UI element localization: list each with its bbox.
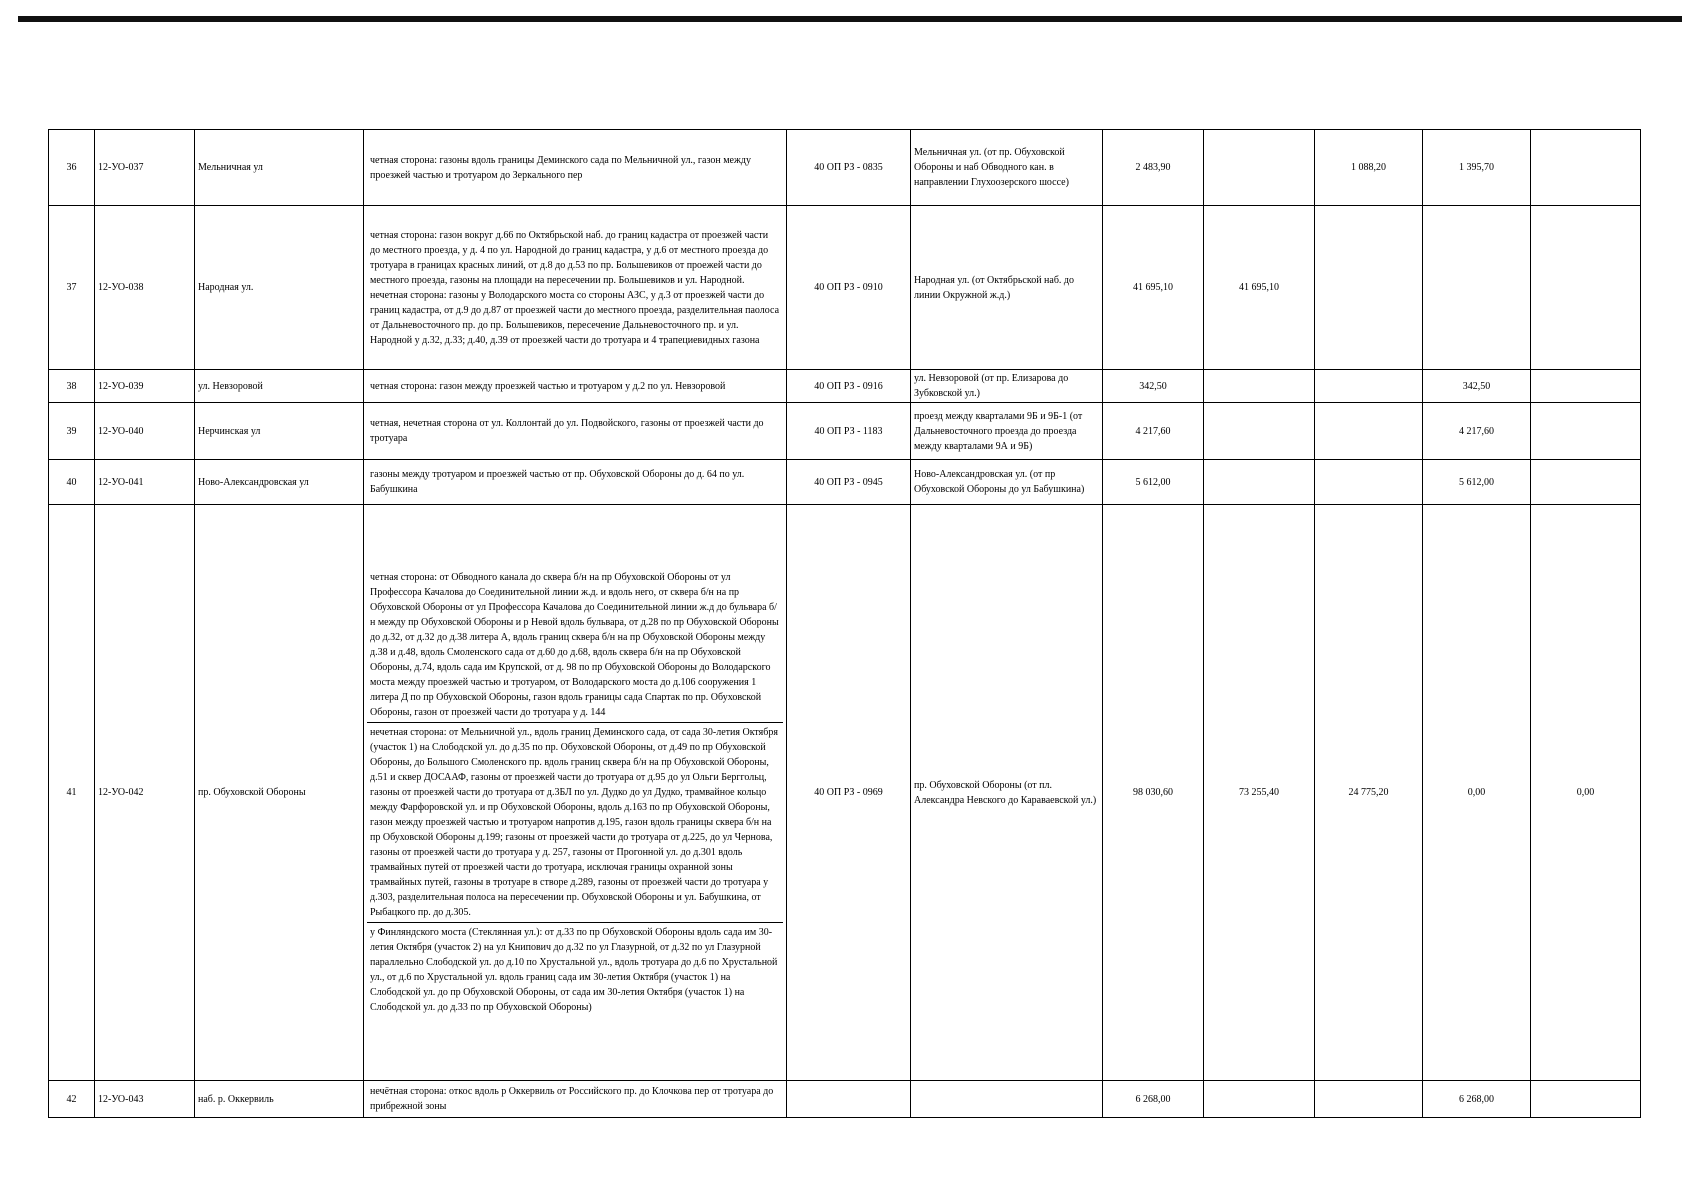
road-registry-code: 40 ОП РЗ - 0910 [787, 206, 911, 370]
road-address: Народная ул. (от Октябрьской наб. до линии Окружной ж.д.) [911, 206, 1103, 370]
road-address: проезд между кварталами 9Б и 9Б-1 (от Дальневосточного проезда до проезда между кварталами 9А и 9Б) [911, 403, 1103, 460]
object-code: 12-УО-038 [95, 206, 195, 370]
row-number: 41 [49, 505, 95, 1081]
description-segment: газоны между тротуаром и проезжей частью от пр. Обуховской Обороны до д. 64 по ул. Бабушкина [370, 469, 745, 495]
description-segment: четная сторона: газон вокруг д.66 по Октябрьской наб. до границ кадастра от проезжей части до местного проезда, у д. 4 по ул. Народной до границ кадастра, у д.6 от местного проезда до тротуара в границах красных линий, от д.8 до д.53 по пр. Большевиков от проежей части до местного проезда, газоны на площади на пересечении пр. Большевиков и ул. Народной. нечетная сторона: газоны у Володарского моста со стороны АЗС, у д.3 от проезжей части до границ кадастра, от д.9 до д.87 от проезжей части до местного проезда, разделительная паолоса от Дальневосточного пр. до пр. Большевиков, пересечение Дальневосточного пр. и ул. Народной у д.32, д.33; д.40, д.39 от проезжей части до тротуара и 4 трапециевидных газона [370, 229, 780, 346]
table-row [49, 403, 1641, 460]
area-column-2: 24 775,20 [1315, 505, 1423, 1081]
road-address: Ново-Александровская ул. (от пр Обуховской Обороны до ул Бабушкина) [911, 460, 1103, 505]
road-address: Мельничная ул. (от пр. Обуховской Обороны и наб Обводного кан. в направлении Глухоозерского шоссе) [911, 130, 1103, 206]
object-code: 12-УО-043 [95, 1081, 195, 1118]
area-column-3: 342,50 [1423, 370, 1531, 403]
row-number: 38 [49, 370, 95, 403]
area-column-1 [1204, 460, 1315, 505]
top-rule [18, 16, 1682, 22]
area-column-4 [1531, 460, 1641, 505]
road-registry-code: 40 ОП РЗ - 0916 [787, 370, 911, 403]
table-row [49, 460, 1641, 505]
area-column-4 [1531, 370, 1641, 403]
table-row [49, 206, 1641, 370]
register-table [48, 129, 1641, 1118]
street-name: Нерчинская ул [195, 403, 364, 460]
area-column-2 [1315, 206, 1423, 370]
area-column-1 [1204, 130, 1315, 206]
area-column-3: 5 612,00 [1423, 460, 1531, 505]
street-name: наб. р. Оккервиль [195, 1081, 364, 1118]
total-area: 41 695,10 [1103, 206, 1204, 370]
object-code: 12-УО-037 [95, 130, 195, 206]
area-column-3: 4 217,60 [1423, 403, 1531, 460]
description-segment: нечётная сторона: откос вдоль р Оккервиль от Российского пр. до Клочкова пер от тротуара до прибрежной зоны [370, 1086, 774, 1112]
description-cell [364, 505, 787, 1081]
object-code: 12-УО-039 [95, 370, 195, 403]
road-address: ул. Невзоровой (от пр. Елизарова до Зубковской ул.) [911, 370, 1103, 403]
area-column-4 [1531, 130, 1641, 206]
table-row [49, 505, 1641, 1081]
row-number: 42 [49, 1081, 95, 1118]
road-registry-code: 40 ОП РЗ - 0945 [787, 460, 911, 505]
area-column-2: 1 088,20 [1315, 130, 1423, 206]
area-column-4 [1531, 1081, 1641, 1118]
area-column-2 [1315, 403, 1423, 460]
road-registry-code [787, 1081, 911, 1118]
description-segment: четная сторона: газоны вдоль границы Деминского сада по Мельничной ул., газон между проезжей частью и тротуаром до Зеркального пер [370, 154, 751, 181]
description-segment: четная сторона: газон между проезжей частью и тротуаром у д.2 по ул. Невзоровой [370, 380, 726, 392]
object-code: 12-УО-041 [95, 460, 195, 505]
description-cell [364, 130, 787, 206]
area-column-3 [1423, 206, 1531, 370]
street-name: Ново-Александровская ул [195, 460, 364, 505]
area-column-4 [1531, 206, 1641, 370]
area-column-1: 73 255,40 [1204, 505, 1315, 1081]
row-number: 36 [49, 130, 95, 206]
table-row [49, 130, 1641, 206]
table-row [49, 370, 1641, 403]
object-code: 12-УО-040 [95, 403, 195, 460]
area-column-1 [1204, 370, 1315, 403]
area-column-1: 41 695,10 [1204, 206, 1315, 370]
area-column-3: 1 395,70 [1423, 130, 1531, 206]
street-name: Мельничная ул [195, 130, 364, 206]
area-column-1 [1204, 1081, 1315, 1118]
description-cell [364, 370, 787, 403]
row-number: 39 [49, 403, 95, 460]
road-address: пр. Обуховской Обороны (от пл. Александра Невского до Караваевской ул.) [911, 505, 1103, 1081]
area-column-4 [1531, 403, 1641, 460]
street-name: ул. Невзоровой [195, 370, 364, 403]
row-number: 40 [49, 460, 95, 505]
object-code: 12-УО-042 [95, 505, 195, 1081]
total-area: 2 483,90 [1103, 130, 1204, 206]
street-name: Народная ул. [195, 206, 364, 370]
description-cell [364, 206, 787, 370]
table-row [49, 1081, 1641, 1118]
street-name: пр. Обуховской Обороны [195, 505, 364, 1081]
description-cell [364, 1081, 787, 1118]
area-column-4: 0,00 [1531, 505, 1641, 1081]
area-column-3: 0,00 [1423, 505, 1531, 1081]
description-cell [364, 403, 787, 460]
total-area: 98 030,60 [1103, 505, 1204, 1081]
road-registry-code: 40 ОП РЗ - 1183 [787, 403, 911, 460]
description-cell [364, 460, 787, 505]
area-column-2 [1315, 460, 1423, 505]
description-segment: у Финляндского моста (Стеклянная ул.): от д.33 по пр Обуховской Обороны вдоль сада им 30-летия Октября (участок 2) на ул Книпович до д.32 по ул Глазурной, от д.32 по ул Глазурной параллельно Слободской ул. до д.10 по Хрустальной ул., вдоль тротуара до д.6 по Хрустальной ул., от д.6 по Хрустальной ул. вдоль границ сада им 30-летия Октября (участок 1) на Слободской ул. до пр Обуховской Обороны, от сада им 30-летия Октября (участок 1) на Слободской ул. до д.33 по пр Обуховской Обороны) [367, 922, 783, 1017]
description-segment: четная, нечетная сторона от ул. Коллонтай до ул. Подвойского, газоны от проезжей части до тротуара [370, 418, 764, 444]
area-column-1 [1204, 403, 1315, 460]
road-registry-code: 40 ОП РЗ - 0969 [787, 505, 911, 1081]
area-column-2 [1315, 1081, 1423, 1118]
description-segment: нечетная сторона: от Мельничной ул., вдоль границ Деминского сада, от сада 30-летия Октября (участок 1) на Слободской ул. до д.35 по пр. Обуховской Обороны, от д.49 по пр Обуховской Обороны, до Большого Смоленского пр. вдоль границ сквера б/н на пр Обуховской Обороны, д.51 и сквер ДОСААФ, газоны от проезжей части до тротуара от д.95 до ул Ольги Берггольц, газоны от проезжей части до тротуара от д.3БЛ по ул. Дудко до ул Дудко, трамвайное кольцо между Фарфоровской ул. и пр Обуховской Обороны, вдоль д.163 по пр Обуховской Обороны, газон между проезжей частью и тротуаром напротив д.195, газон вдоль границы сквера б/н на пр Обуховской Обороны д.199; газоны от проезжей части до тротуара от д.225, до ул Чернова, газоны от проезжей части до тротуара у д. 257, газоны от Прогонной ул. до д.301 вдоль трамвайных путей от проезжей части до тротуара, исключая границы охранной зоны трамвайных путей, газоны в тротуаре в створе д.289, газоны от проезжей части до тротуара у д.303, разделительная полоса на пересечении пр. Обуховской Обороны и ул. Бабушкина, от Рыбацкого пр. до д.305. [367, 722, 783, 922]
total-area: 342,50 [1103, 370, 1204, 403]
row-number: 37 [49, 206, 95, 370]
road-registry-code: 40 ОП РЗ - 0835 [787, 130, 911, 206]
total-area: 6 268,00 [1103, 1081, 1204, 1118]
area-column-2 [1315, 370, 1423, 403]
road-address [911, 1081, 1103, 1118]
description-segment: четная сторона: от Обводного канала до сквера б/н на пр Обуховской Обороны от ул Профессора Качалова до Соединительной линии ж.д. и вдоль него, от сквера б/н на пр Обуховской Обороны от ул Профессора Качалова до Соединительной линии ж.д до бульвара б/н между пр Обуховской Обороны и р Невой вдоль бульвара, от д.28 по пр Обуховской Обороны до д.32, от д.32 до д.38 литера А, вдоль границ сквера б/н на пр Обуховской Обороны между д.38 и д.48, вдоль Смоленского сада от д.60 до д.68, вдоль сквера б/н на пр Обуховской Обороны, д.74, вдоль сада им Крупской, от д. 98 по пр Обуховской Обороны до Володарского моста между проезжей частью и тротуаром, от Володарского моста до д.106 сооружения 1 литера Д по пр Обуховской Обороны, газон вдоль границы сада Спартак по пр. Обуховской Обороны, газон от проезжей части до тротуара у д. 144 [370, 572, 779, 718]
total-area: 5 612,00 [1103, 460, 1204, 505]
area-column-3: 6 268,00 [1423, 1081, 1531, 1118]
total-area: 4 217,60 [1103, 403, 1204, 460]
